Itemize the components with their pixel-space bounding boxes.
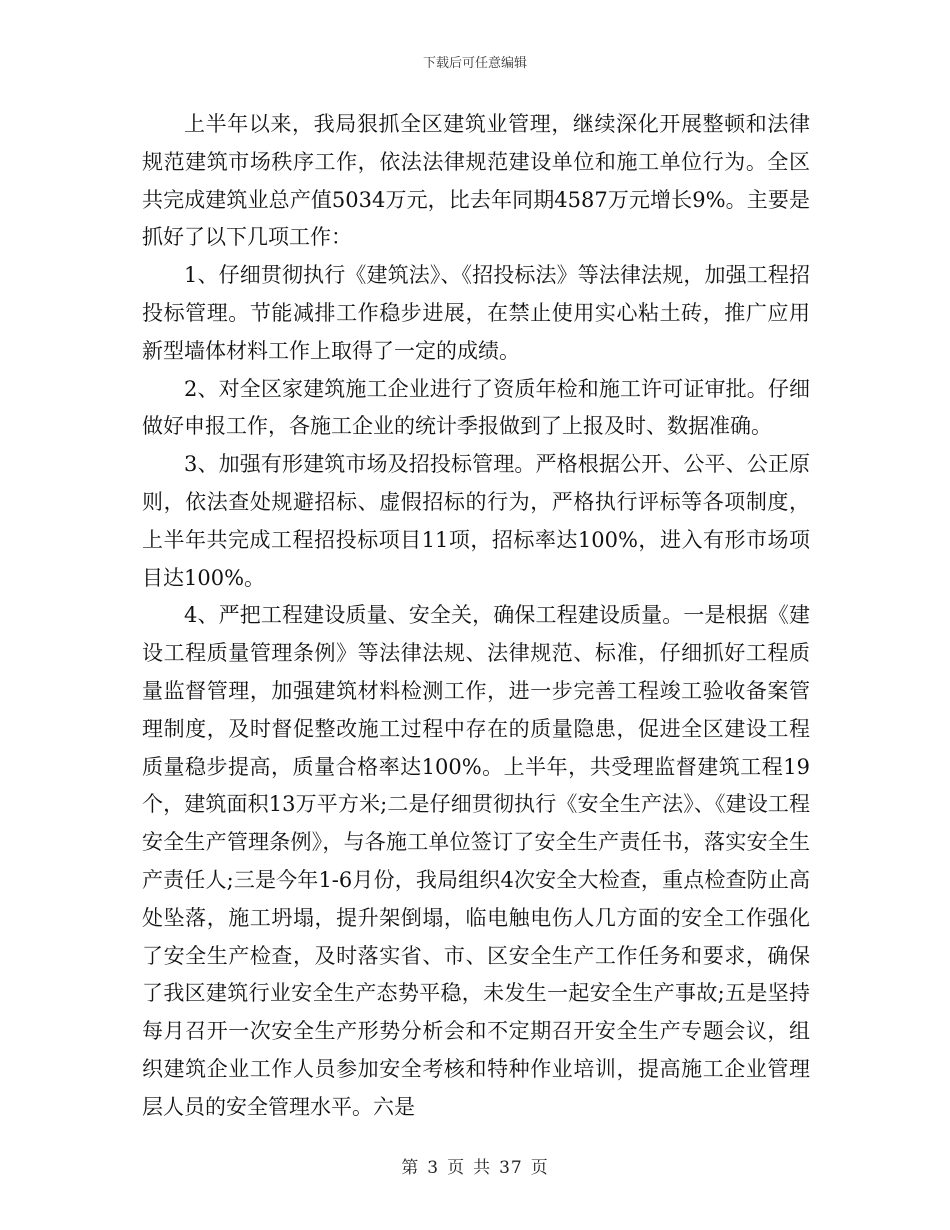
footer-page-mid: 页 <box>447 1158 466 1178</box>
footer-page-suffix: 页 <box>530 1158 549 1178</box>
page-footer <box>0 1153 950 1178</box>
paragraph-intro: 上半年以来，我局狠抓全区建筑业管理，继续深化开展整顿和法律规范建筑市场秩序工作，依法法律规范建设单位和施工单位行为。全区共完成建筑业总产值5034万元，比去年同期4587万元增长9%。主要是抓好了以下几项工作： <box>142 112 810 250</box>
footer-total-prefix: 共 <box>473 1158 492 1178</box>
document-body <box>142 106 810 1127</box>
paragraph-item-3: 3、加强有形建筑市场及招投标管理。严格根据公开、公平、公正原则，依法查处规避招标、虚假招标的行为，严格执行评标等各项制度，上半年共完成工程招投标项目11项，招标率达100%，进入有形市场项目达100%。 <box>142 452 810 590</box>
paragraph-item-2: 2、对全区家建筑施工企业进行了资质年检和施工许可证审批。仔细做好申报工作，各施工企业的统计季报做到了上报及时、数据准确。 <box>142 376 810 439</box>
footer-page-total: 37 <box>499 1158 523 1178</box>
paragraph-item-1: 1、仔细贯彻执行《建筑法》、《招投标法》等法律法规，加强工程招投标管理。节能减排工作稳步进展，在禁止使用实心粘土砖，推广应用新型墙体材料工作上取得了一定的成绩。 <box>142 263 810 363</box>
page-header: 下载后可任意编辑 <box>422 56 527 71</box>
footer-page-prefix: 第 <box>401 1158 420 1178</box>
paragraph-item-4: 4、严把工程建设质量、安全关，确保工程建设质量。一是根据《建设工程质量管理条例》等法律法规、法律规范、标准，仔细抓好工程质量监督管理，加强建筑材料检测工作，进一步完善工程竣工验收备案管理制度，及时督促整改施工过程中存在的质量隐患，促进全区建设工程质量稳步提高，质量合格率达100%。上半年，共受理监督建筑工程19个，建筑面积13万平方米;二是仔细贯彻执行《安全生产法》、《建设工程安全生产管理条例》，与各施工单位签订了安全生产责任书，落实安全生产责任人;三是今年1-6月份，我局组织4次安全大检查，重点检查防止高处坠落，施工坍塌，提升架倒塌，临电触电伤人几方面的安全工作强化了安全生产检查，及时落实省、市、区安全生产工作任务和要求，确保了我区建筑行业安全生产态势平稳，未发生一起安全生产事故;五是坚持每月召开一次安全生产形势分析会和不定期召开安全生产专题会议，组织建筑企业工作人员参加安全考核和特种作业培训，提高施工企业管理层人员的安全管理水平。六是 <box>142 603 810 1119</box>
footer-page-current: 3 <box>427 1158 440 1178</box>
